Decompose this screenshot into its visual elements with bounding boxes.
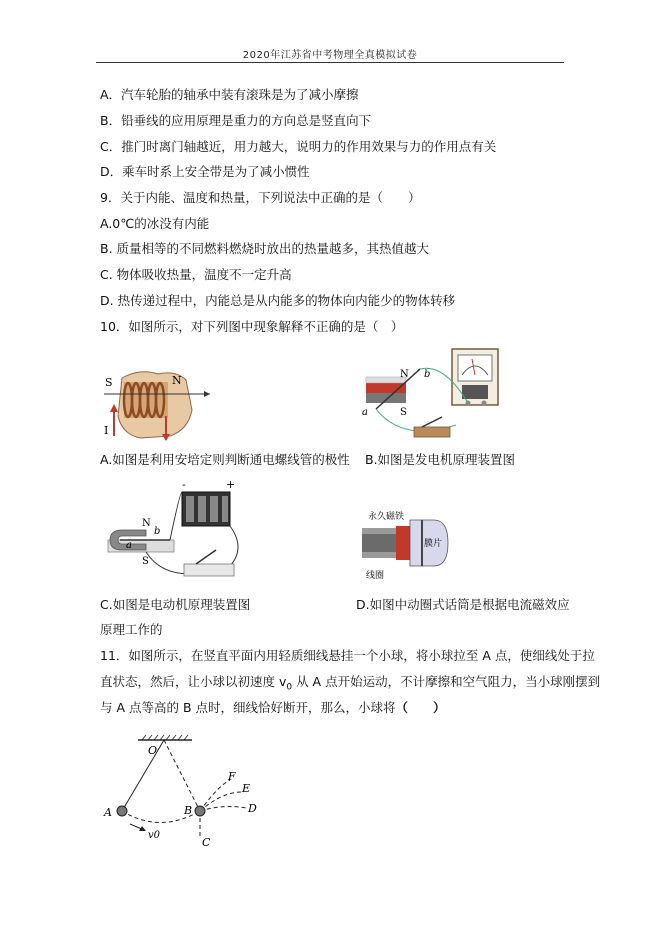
q10-option-c: C.如图是电动机原理装置图 xyxy=(100,597,251,612)
fig-e-label-e: E xyxy=(242,782,251,795)
fig-b-label-b: b xyxy=(424,369,431,380)
fig-c-label-s: S xyxy=(142,556,149,567)
fig-b-label-s: S xyxy=(400,407,407,418)
fig-e-label-o: O xyxy=(148,744,158,757)
q9-option-a: A.0℃的冰没有内能 xyxy=(100,216,210,231)
q9-stem: 9．关于内能、温度和热量，下列说法中正确的是（ ） xyxy=(100,190,421,205)
fig-d-label-magnet: 永久磁铁 xyxy=(368,512,405,522)
fig-e-label-f: F xyxy=(228,770,236,783)
q11-stem-line2: 直状态，然后，让小球以初速度 $v_0$ 从 A 点开始运动，不计摩擦和空气阻力，当小球刚摆到 xyxy=(100,674,601,693)
fig-c-label-b: b xyxy=(154,526,161,537)
page-header: 2020年江苏省中考物理全真模拟试卷 xyxy=(242,50,418,61)
fig-e-label-a: A xyxy=(104,806,112,819)
fig-b-label-a: a xyxy=(362,407,368,418)
microphone-figure xyxy=(362,506,472,584)
fig-c-label-minus: - xyxy=(182,478,186,491)
q8-option-b: B．铅垂线的应用原理是重力的方向总是竖直向下 xyxy=(100,113,372,128)
fig-c-label-a: a xyxy=(126,540,132,551)
q11-stem-line1: 11．如图所示，在竖直平面内用轻质细线悬挂一个小球，将小球拉至 A 点，使细线处于拉 xyxy=(100,648,595,663)
q10-option-d-line2: 原理工作的 xyxy=(100,622,163,637)
q10-option-b: B.如图是发电机原理装置图 xyxy=(365,452,516,467)
generator-figure xyxy=(356,343,506,443)
q10-stem: 10．如图所示，对下列图中现象解释不正确的是（ ） xyxy=(100,319,404,334)
fig-a-label-i: I xyxy=(104,424,109,437)
fig-d-label-coil: 线圈 xyxy=(366,571,385,581)
fig-c-label-plus: + xyxy=(226,478,236,491)
fig-e-label-b: B xyxy=(184,804,193,817)
q11-stem-line3: 与 A 点等高的 B 点时，细线恰好断开，那么，小球将（ ） xyxy=(100,700,446,715)
q8-option-c: C．推门时离门轴越近，用力越大，说明力的作用效果与力的作用点有关 xyxy=(100,139,497,154)
fig-a-label-s: S xyxy=(105,376,113,389)
fig-c-label-n: N xyxy=(142,518,151,529)
pendulum-figure xyxy=(100,734,270,850)
q8-option-d: D．乘车时系上安全带是为了减小惯性 xyxy=(100,164,310,179)
q10-option-d-line1: D.如图中动圈式话筒是根据电流磁效应 xyxy=(356,597,570,612)
solenoid-hand-figure xyxy=(100,360,215,442)
header-rule xyxy=(96,62,564,63)
motor-figure xyxy=(100,478,250,583)
q9-option-b: B. 质量相等的不同燃料燃烧时放出的热量越多，其热值越大 xyxy=(100,241,430,256)
fig-a-label-n: N xyxy=(172,374,182,387)
fig-e-label-v0: v0 xyxy=(148,830,161,841)
q8-option-a: A．汽车轮胎的轴承中装有滚珠是为了减小摩擦 xyxy=(100,87,359,102)
fig-e-label-c: C xyxy=(202,836,211,849)
q10-option-a: A.如图是利用安培定则判断通电螺线管的极性 xyxy=(100,452,350,467)
fig-b-label-n: N xyxy=(400,369,409,380)
fig-d-label-diaphragm: 膜片 xyxy=(424,539,443,549)
q9-option-d: D. 热传递过程中，内能总是从内能多的物体向内能少的物体转移 xyxy=(100,293,456,308)
q9-option-c: C. 物体吸收热量，温度不一定升高 xyxy=(100,267,292,282)
fig-e-label-d: D xyxy=(248,802,257,815)
